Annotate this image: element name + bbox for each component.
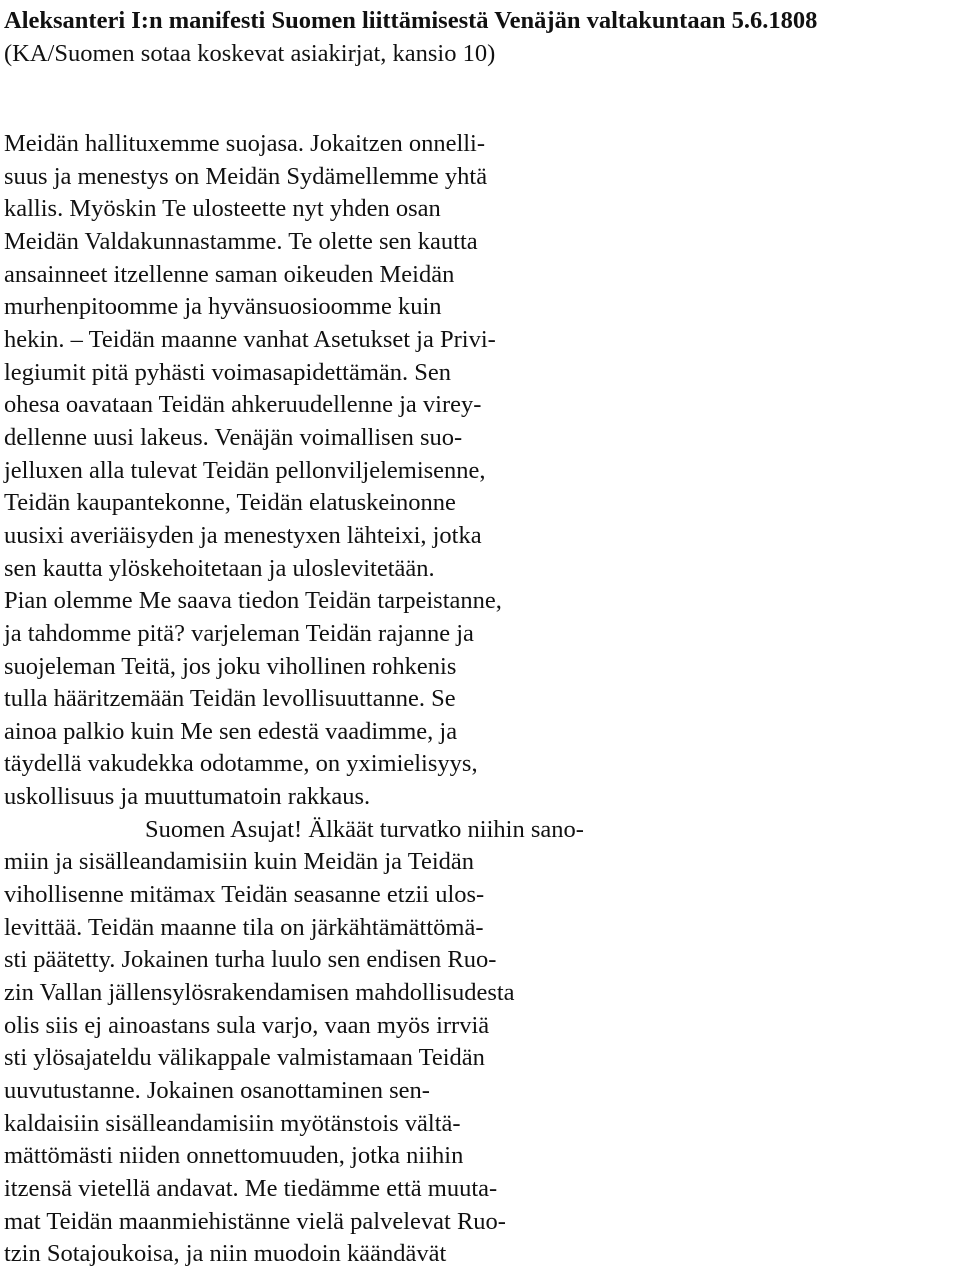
text-line: uusixi averiäisyden ja menestyxen lähteixi, jotka — [4, 521, 482, 549]
text-line: levittää. Teidän maanne tila on järkähtämättömä- — [4, 913, 484, 941]
text-line: ainoa palkio kuin Me sen edestä vaadimme, ja — [4, 717, 458, 745]
text-line: kallis. Myöskin Te ulosteette nyt yhden osan — [4, 195, 441, 223]
text-line: tzin Sotajoukoisa, ja niin muodoin käändävät — [4, 1240, 447, 1268]
text-line: dellenne uusi lakeus. Venäjän voimallisen suo- — [4, 423, 463, 451]
text-line: zin Vallan jällensylösrakendamisen mahdollisudesta — [4, 979, 515, 1007]
text-line: ohesa oavataan Teidän ahkeruudellenne ja virey- — [4, 391, 482, 419]
text-line: vihollisenne mitämax Teidän seasanne etzii ulos- — [4, 881, 485, 909]
text-line: uuvutustanne. Jokainen osanottaminen sen- — [4, 1077, 430, 1105]
text-line: murhenpitoomme ja hyvänsuosioomme kuin — [4, 293, 442, 321]
document-title: Aleksanteri I:n manifesti Suomen liittämisestä Venäjän valtakuntaan 5.6.1808 — [4, 7, 818, 34]
text-line: olis siis ej ainoastans sula varjo, vaan myös irrviä — [4, 1011, 490, 1039]
text-line: täydellä vakudekka odotamme, on yximielisyys, — [4, 750, 478, 778]
text-line: legiumit pitä pyhästi voimasapidettämän. Sen — [4, 358, 452, 386]
text-line: sti päätetty. Jokainen turha luulo sen endisen Ruo- — [4, 946, 497, 974]
text-line: Pian olemme Me saava tiedon Teidän tarpeistanne, — [4, 587, 502, 615]
text-line: ansainneet itzellenne saman oikeuden Meidän — [4, 260, 455, 288]
text-line: jelluxen alla tulevat Teidän pellonviljelemisenne, — [4, 456, 486, 484]
text-line: uskollisuus ja muuttumatoin rakkaus. — [4, 783, 371, 811]
document-body — [4, 128, 584, 1271]
text-line: sti ylösajateldu välikappale valmistamaan Teidän — [4, 1044, 485, 1072]
paragraph-start-line: Suomen Asujat! Älkäät turvatko niihin sano- — [145, 815, 584, 843]
document-page — [4, 0, 954, 1268]
text-line: suus ja menestys on Meidän Sydämellemme yhtä — [4, 162, 488, 190]
document-header — [4, 4, 954, 70]
text-line: sen kautta ylöskehoitetaan ja uloslevitetään. — [4, 554, 435, 582]
text-line: suojeleman Teitä, jos joku vihollinen rohkenis — [4, 652, 457, 680]
text-line: miin ja sisälleandamisiin kuin Meidän ja Teidän — [4, 848, 475, 876]
text-line: kaldaisiin sisälleandamisiin myötänstois vältä- — [4, 1109, 461, 1137]
text-line: mättömästi niiden onnettomuuden, jotka niihin — [4, 1142, 464, 1170]
document-subtitle: (KA/Suomen sotaa koskevat asiakirjat, kansio 10) — [4, 40, 496, 67]
text-line: mat Teidän maanmiehistänne vielä palvelevat Ruo- — [4, 1207, 506, 1235]
text-line: hekin. – Teidän maanne vanhat Asetukset ja Privi- — [4, 325, 496, 353]
text-line: tulla hääritzemään Teidän levollisuuttanne. Se — [4, 685, 456, 713]
text-line: Meidän Valdakunnastamme. Te olette sen kautta — [4, 227, 478, 255]
text-line: Teidän kaupantekonne, Teidän elatuskeinonne — [4, 489, 456, 517]
text-line: Meidän hallituxemme suojasa. Jokaitzen onnelli- — [4, 130, 486, 157]
text-line: itzensä vietellä andavat. Me tiedämme että muuta- — [4, 1175, 498, 1202]
text-line: ja tahdomme pitä? varjeleman Teidän rajanne ja — [4, 619, 474, 647]
